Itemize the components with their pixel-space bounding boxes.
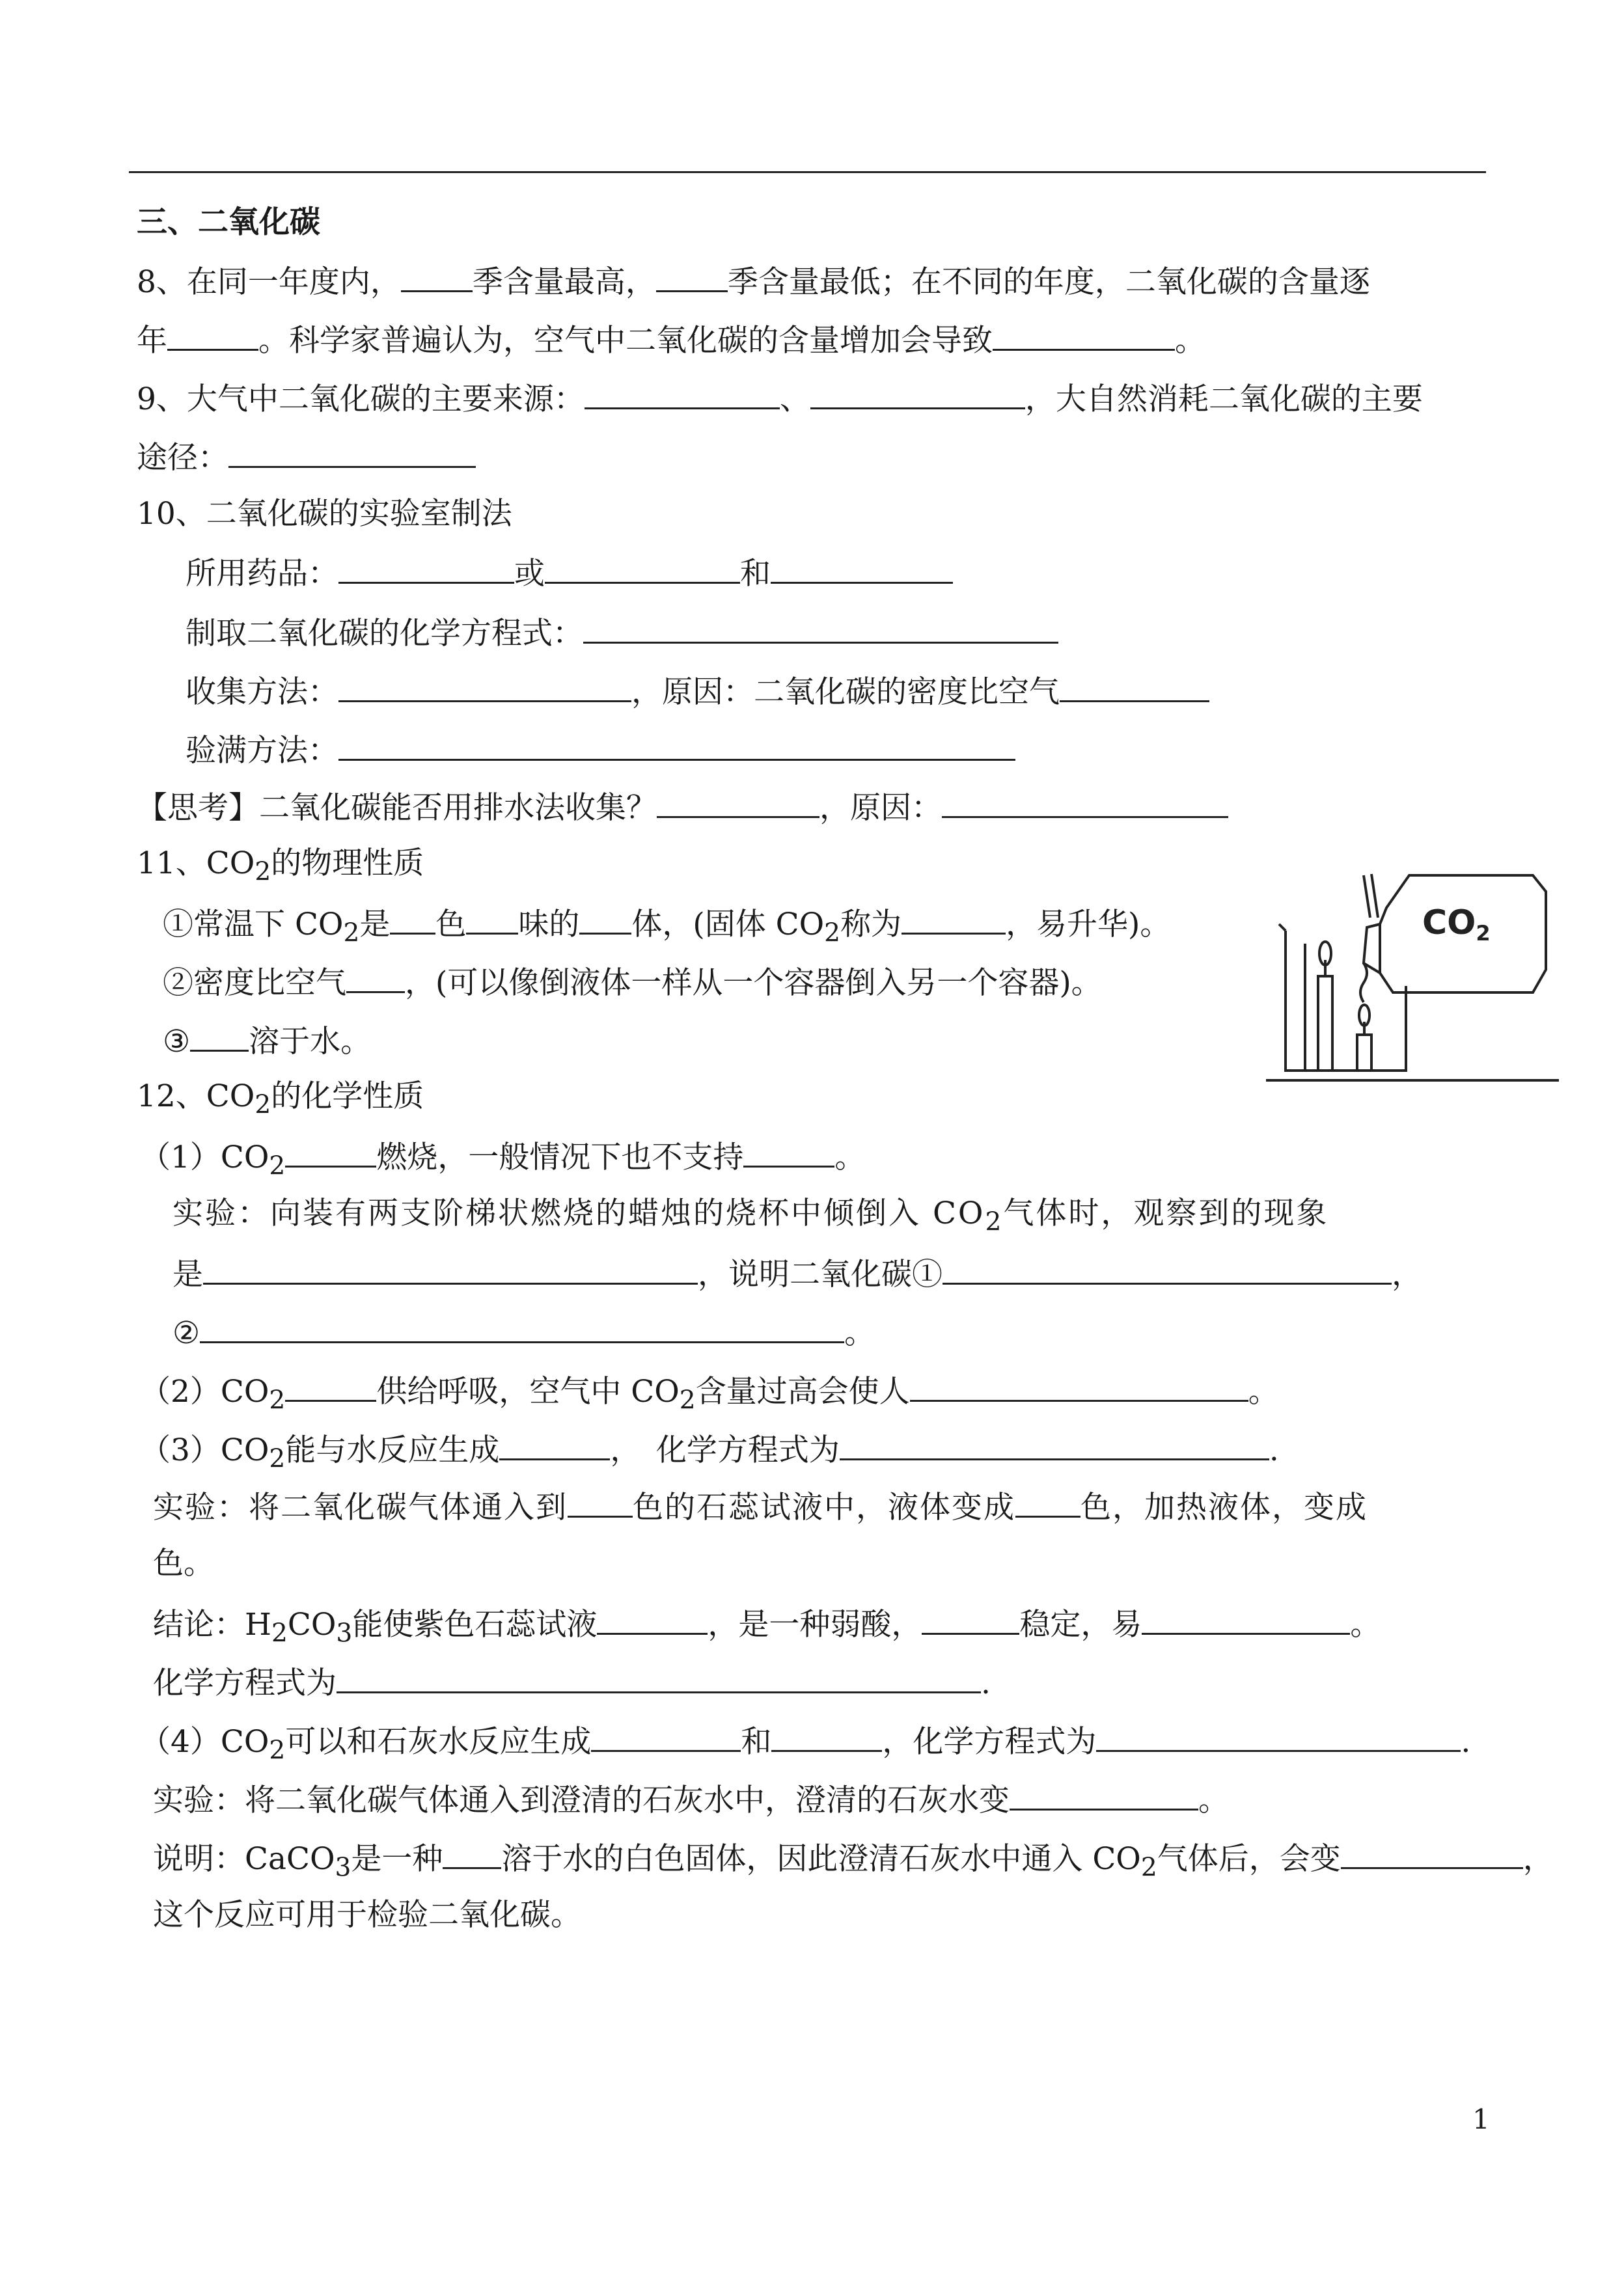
q12-note-line2: 这个反应可用于检验二氧化碳。	[153, 1897, 581, 1933]
q11-prop1: ①常温下 $CO_2$是 色 味的 体，(固体 $CO_2$称为 ，易升华)。	[163, 903, 1170, 953]
blank[interactable]	[1341, 1837, 1523, 1869]
blank[interactable]	[583, 612, 1058, 644]
blank[interactable]	[401, 260, 473, 292]
q12-exp3-line1: 实验：将二氧化碳气体通入到 色的石蕊试液中，液体变成 色，加热液体，变成	[153, 1486, 1368, 1527]
q12-title: 12、$CO_2$的化学性质	[137, 1078, 424, 1120]
blank[interactable]	[338, 729, 1015, 761]
q12-exp1-line3: ② 。	[172, 1311, 875, 1353]
q10-title: 10、二氧化碳的实验室制法	[137, 496, 512, 532]
blank[interactable]	[910, 1370, 1248, 1402]
blank[interactable]	[1142, 1603, 1350, 1635]
blank[interactable]	[922, 1603, 1019, 1635]
blank[interactable]	[285, 1136, 376, 1168]
blank[interactable]	[167, 319, 258, 351]
q9-line2: 途径：	[137, 436, 476, 478]
blank[interactable]	[579, 903, 631, 935]
bottle-label: CO2	[1422, 903, 1491, 946]
q11-prop3: ③ 溶于水。	[163, 1020, 371, 1061]
blank[interactable]	[390, 903, 435, 935]
q12-exp1-line1: 实验：向装有两支阶梯状燃烧的蜡烛的烧杯中倾倒入 $CO_2$气体时，观察到的现象	[172, 1196, 1329, 1237]
blank[interactable]	[190, 1020, 249, 1052]
q12-exp3-line2: 色。	[153, 1546, 214, 1581]
page-number: 1	[1472, 2103, 1490, 2135]
blank[interactable]	[203, 1253, 698, 1285]
q12-c4: $(4)CO_2$可以和石灰水反应生成 和 ，化学方程式为 .	[140, 1720, 1470, 1770]
blank[interactable]	[1096, 1720, 1461, 1752]
q9-line1: 9、大气中二氧化碳的主要来源： 、 ，大自然消耗二氧化碳的主要	[137, 377, 1423, 419]
blank[interactable]	[942, 786, 1228, 818]
q10-full: 验满方法：	[186, 729, 1015, 771]
blank[interactable]	[840, 1428, 1269, 1460]
q12-exp4: 实验：将二氧化碳气体通入到澄清的石灰水中，澄清的石灰水变 。	[153, 1779, 1229, 1820]
q12-note-line1: 说明：CaCO$_3$是一种 溶于水的白色固体，因此澄清石灰水中通入 $CO_2$气体后，会变 ，	[153, 1837, 1554, 1887]
blank[interactable]	[466, 903, 518, 935]
q8-line1: 8、在同一年度内， 季含量最高， 季含量最低；在不同的年度，二氧化碳的含量逐	[137, 260, 1370, 302]
blank[interactable]	[1060, 670, 1209, 702]
blank[interactable]	[346, 961, 405, 993]
blank[interactable]	[771, 552, 953, 584]
q12-c1: $(1)CO_2$ 燃烧，一般情况下也不支持 。	[140, 1136, 865, 1186]
blank[interactable]	[499, 1428, 610, 1460]
blank[interactable]	[810, 377, 1025, 409]
blank[interactable]	[1010, 1779, 1198, 1811]
header-rule	[129, 171, 1486, 173]
q12-c3: $(3)CO_2$能与水反应生成 ， 化学方程式为 .	[140, 1428, 1279, 1479]
blank[interactable]	[1015, 1486, 1080, 1518]
blank[interactable]	[337, 1661, 981, 1693]
q10-drugs: 所用药品： 或 和	[186, 552, 953, 594]
blank[interactable]	[656, 260, 728, 292]
blank[interactable]	[443, 1837, 501, 1869]
blank[interactable]	[568, 1486, 633, 1518]
blank[interactable]	[545, 552, 740, 584]
blank[interactable]	[657, 786, 819, 818]
q10-equation: 制取二氧化碳的化学方程式：	[186, 612, 1058, 653]
blank[interactable]	[993, 319, 1175, 351]
blank[interactable]	[771, 1720, 882, 1752]
blank[interactable]	[743, 1136, 834, 1168]
q10-collect: 收集方法： ，原因：二氧化碳的密度比空气	[186, 670, 1209, 712]
q8-line2: 年 。科学家普遍认为，空气中二氧化碳的含量增加会导致 。	[137, 319, 1205, 361]
blank[interactable]	[901, 903, 1006, 935]
q12-exp1-line2: 是 ，说明二氧化碳① ，	[172, 1253, 1422, 1294]
blank[interactable]	[338, 670, 631, 702]
blank[interactable]	[338, 552, 514, 584]
q11-prop2: ②密度比空气 ，(可以像倒液体一样从一个容器倒入另一个容器)。	[163, 961, 1102, 1003]
blank[interactable]	[591, 1720, 741, 1752]
q12-conclusion: 结论：$H_2CO_3$能使紫色石蕊试液 ，是一种弱酸， 稳定，易 。	[153, 1603, 1381, 1653]
co2-beaker-candles-illustration	[1266, 856, 1559, 1093]
blank[interactable]	[285, 1370, 376, 1402]
think-line: 【思考】二氧化碳能否用排水法收集？ ，原因：	[137, 786, 1228, 828]
blank[interactable]	[585, 377, 780, 409]
blank[interactable]	[943, 1253, 1392, 1285]
q11-title: 11、$CO_2$的物理性质	[137, 845, 424, 887]
q12-equation: 化学方程式为 .	[153, 1661, 991, 1703]
blank[interactable]	[228, 436, 476, 468]
section-title: 三、二氧化碳	[137, 204, 320, 240]
blank[interactable]	[597, 1603, 708, 1635]
q12-c2: $(2)CO_2$ 供给呼吸，空气中 $CO_2$含量过高会使人 。	[140, 1370, 1279, 1420]
blank[interactable]	[200, 1311, 844, 1343]
